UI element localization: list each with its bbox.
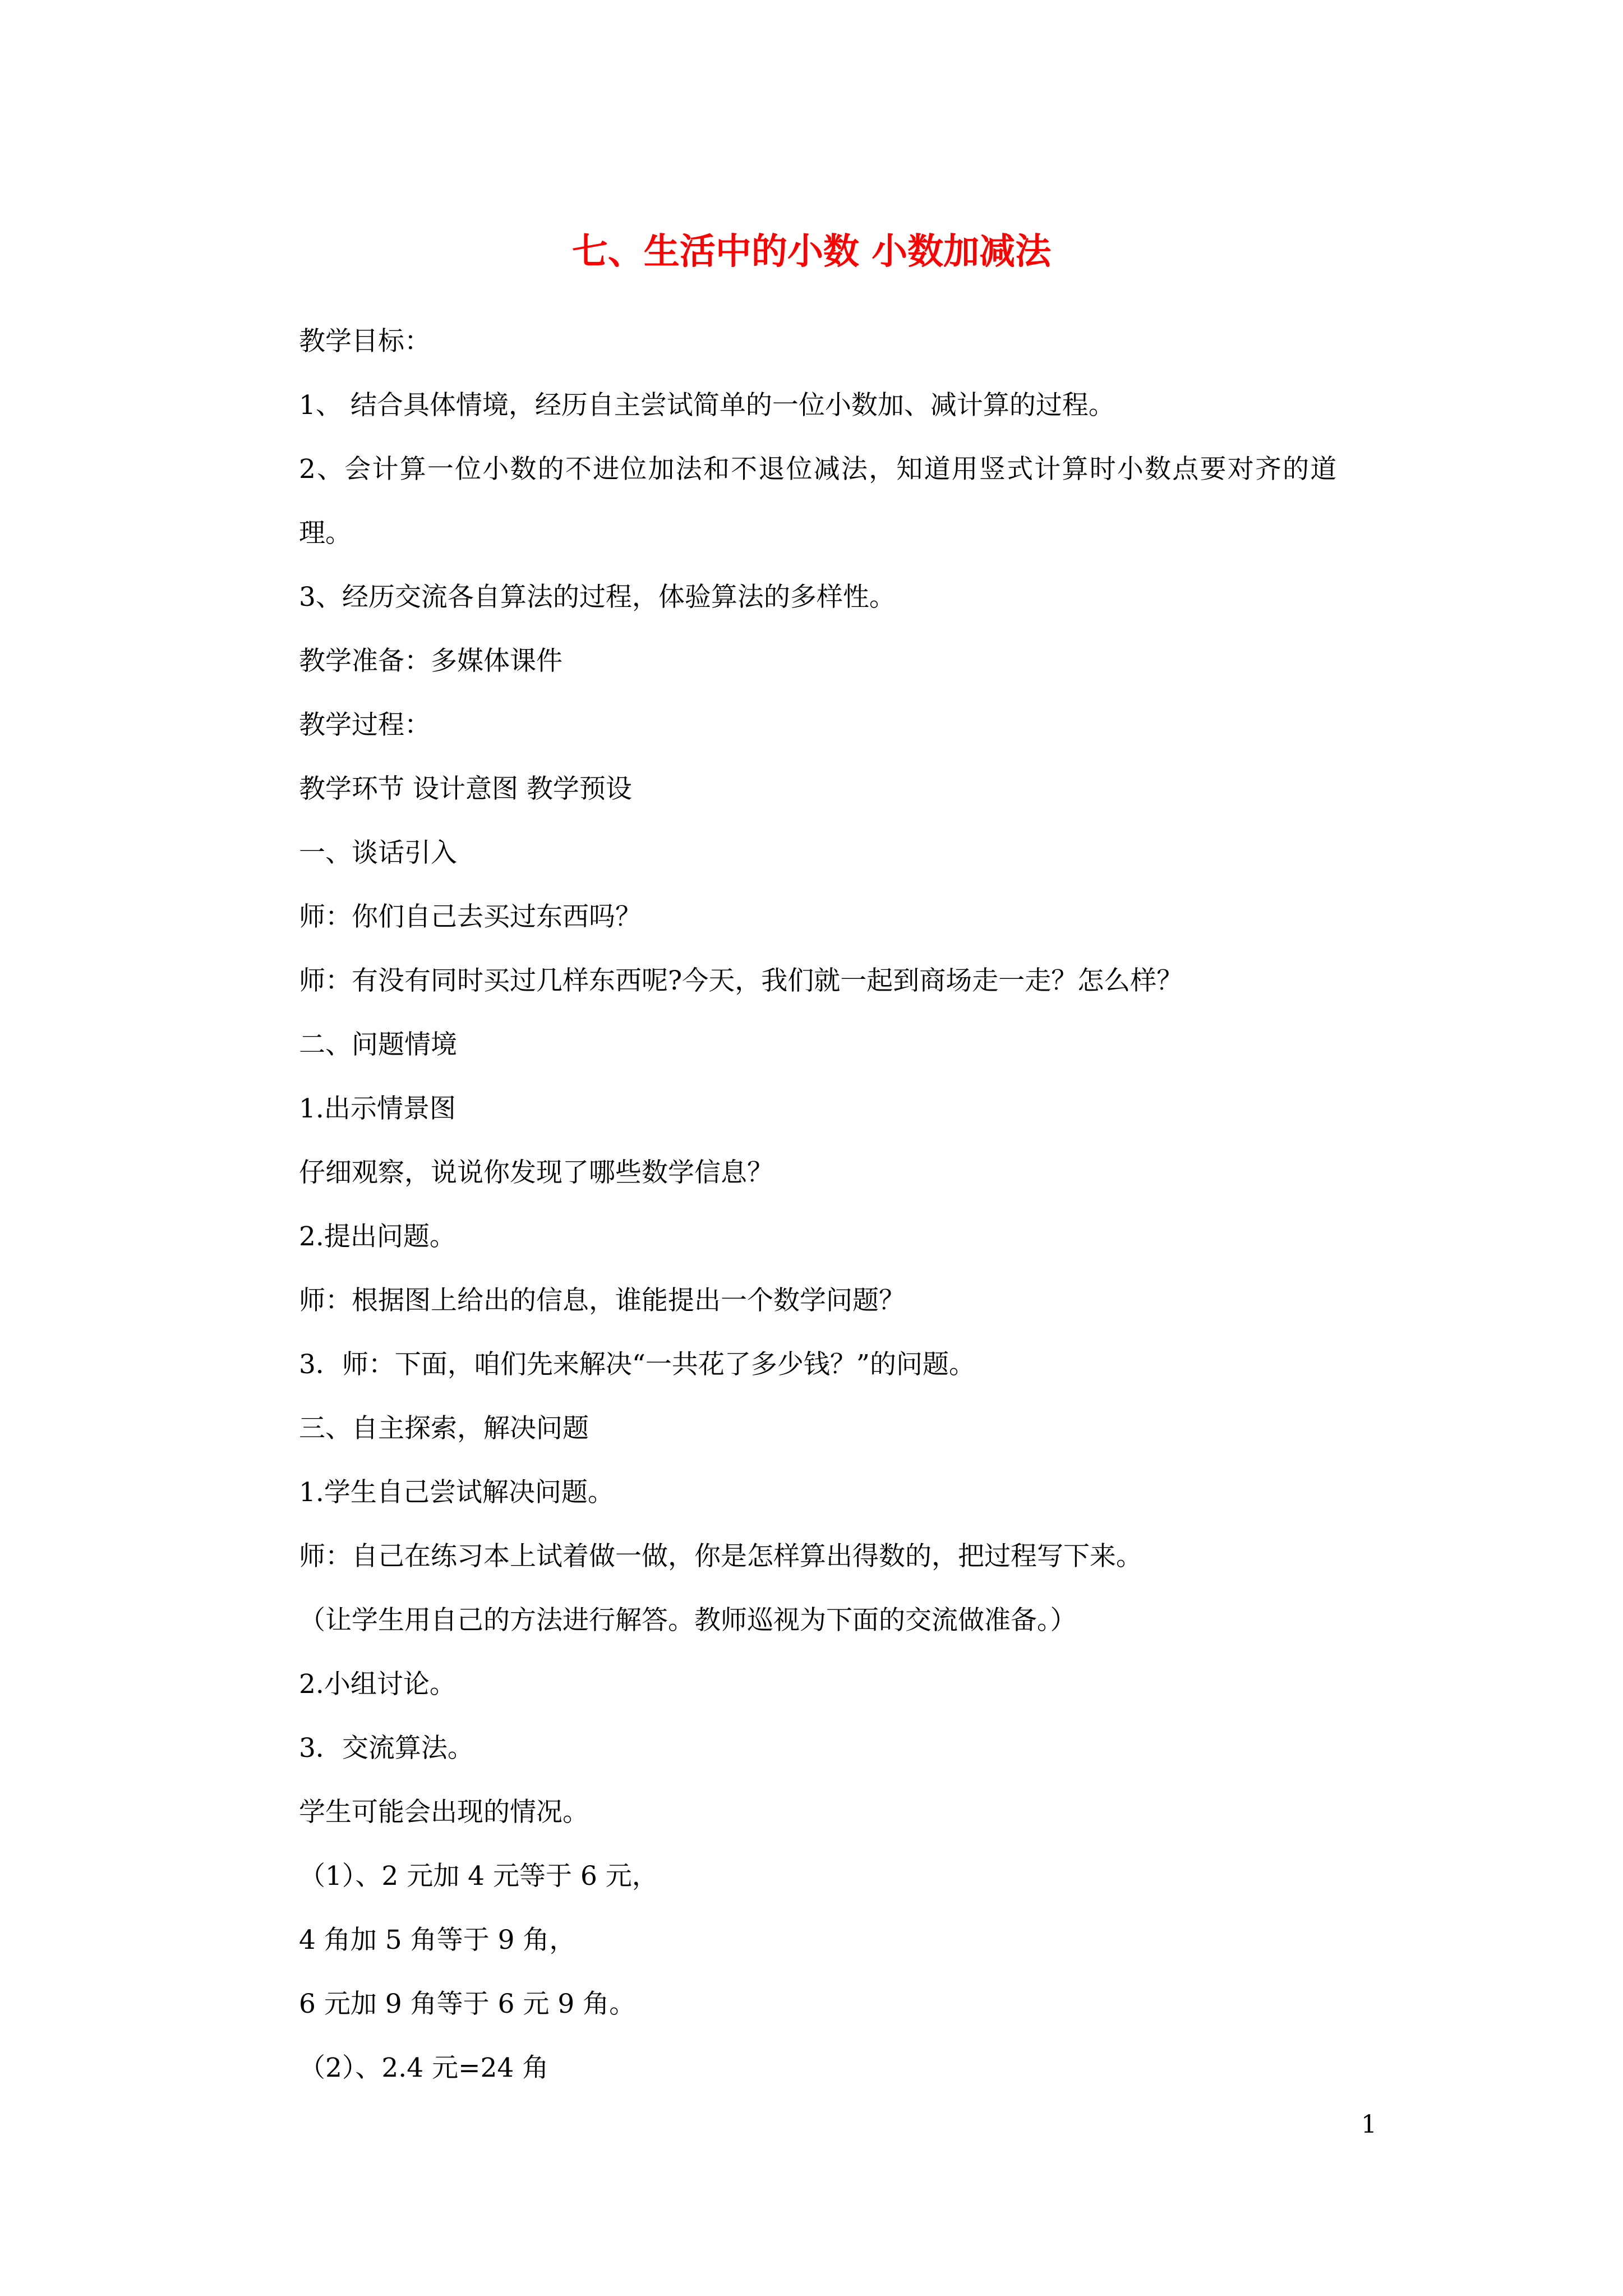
- paragraph-step-show-picture: 1.出示情景图: [299, 1093, 456, 1124]
- paragraph-step-exchange: 3．交流算法。: [299, 1733, 474, 1764]
- page-number: 1: [1361, 2110, 1377, 2139]
- paragraph-observe: 仔细观察，说说你发现了哪些数学信息？: [299, 1157, 773, 1188]
- section-heading-1: 一、谈话引入: [299, 838, 457, 868]
- paragraph-process-heading: 教学过程：: [299, 710, 431, 740]
- paragraph-teacher-3: 师：根据图上给出的信息，谁能提出一个数学问题？: [299, 1285, 905, 1316]
- paragraph-objective-3: 3、经历交流各自算法的过程，体验算法的多样性。: [299, 582, 896, 613]
- paragraph-step-self-try: 1.学生自己尝试解决问题。: [299, 1477, 614, 1508]
- section-heading-3: 三、自主探索，解决问题: [299, 1413, 589, 1444]
- document-title: 七、生活中的小数 小数加减法: [571, 231, 1052, 273]
- document-body: [299, 323, 1398, 2113]
- paragraph-teacher-4: 3．师：下面，咱们先来解决“一共花了多少钱？”的问题。: [299, 1349, 975, 1380]
- paragraph-table-header: 教学环节 设计意图 教学预设: [299, 774, 632, 804]
- section-heading-2: 二、问题情境: [299, 1029, 457, 1060]
- paragraph-objective-1: 1、 结合具体情境，经历自主尝试简单的一位小数加、减计算的过程。: [299, 390, 1115, 421]
- paragraph-note: （让学生用自己的方法进行解答。教师巡视为下面的交流做准备。）: [299, 1605, 1077, 1636]
- paragraph-step-group-discussion: 2.小组讨论。: [299, 1669, 456, 1700]
- paragraph-preparation: 教学准备：多媒体课件: [299, 646, 562, 677]
- paragraph-objectives-heading: 教学目标：: [299, 326, 431, 357]
- paragraph-teacher-2: 师：有没有同时买过几样东西呢?今天，我们就一起到商场走一走？怎么样？: [299, 965, 1183, 996]
- paragraph-teacher-5: 师：自己在练习本上试着做一做，你是怎样算出得数的，把过程写下来。: [299, 1541, 1142, 1572]
- paragraph-case-1-line-3: 6 元加 9 角等于 6 元 9 角。: [299, 1989, 636, 2019]
- paragraph-objective-2: [299, 450, 1398, 553]
- paragraph-possible-cases: 学生可能会出现的情况。: [299, 1797, 589, 1828]
- paragraph-case-1-line-2: 4 角加 5 角等于 9 角，: [299, 1925, 576, 1955]
- paragraph-teacher-1: 师：你们自己去买过东西吗？: [299, 901, 642, 932]
- paragraph-step-ask-question: 2.提出问题。: [299, 1221, 456, 1252]
- paragraph-case-1-line-1: （1）、2 元加 4 元等于 6 元，: [299, 1861, 658, 1892]
- paragraph-objective-2-line-1: 2、会计算一位小数的不进位加法和不退位减法，知道用竖式计算时小数点要对齐的道: [299, 454, 1338, 485]
- paragraph-objective-2-line-2: 理。: [299, 518, 352, 549]
- paragraph-case-2: （2）、2.4 元=24 角: [299, 2053, 549, 2083]
